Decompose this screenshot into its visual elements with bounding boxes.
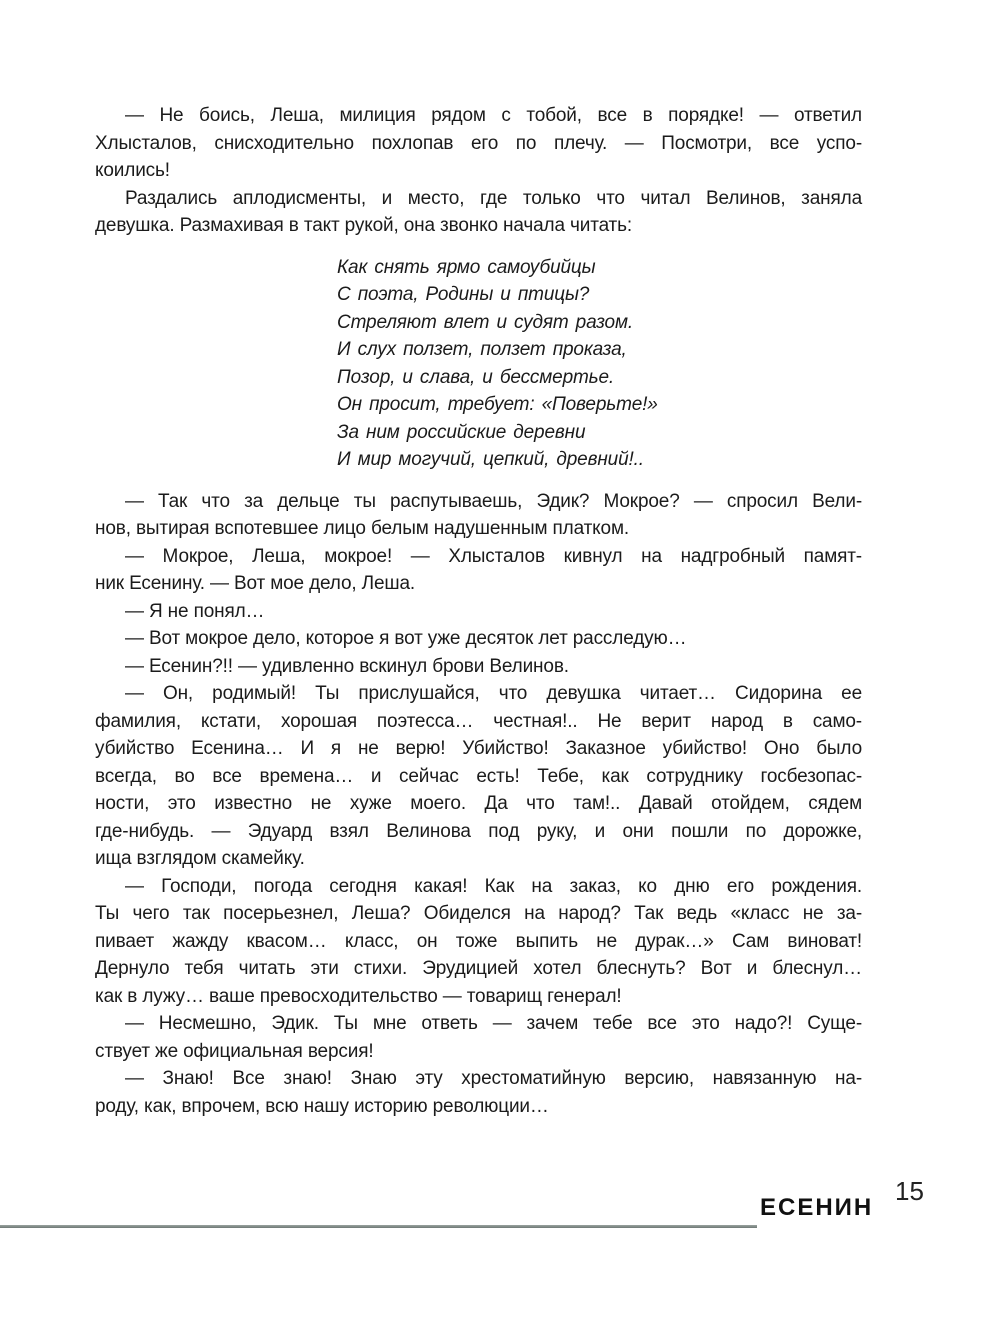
text-line: Дернуло тебя читать эти стихи. Эрудицией хотел блеснуть? Вот и блеснул… (95, 958, 862, 979)
paragraph (95, 680, 862, 873)
text-line: — Так что за дельце ты распутываешь, Эдик? Мокрое? — спросил Вели- (125, 490, 862, 512)
text-line: — Вот мокрое дело, которое я вот уже десяток лет расследую… (125, 628, 687, 649)
text-line: нов, вытирая вспотевшее лицо белым надушенным платком. (95, 518, 630, 539)
text-line: ности, это известно не хуже моего. Да что там!.. Давай отойдем, сядем (95, 793, 862, 814)
text-line: Хлысталов, снисходительно похлопав его по плечу. — Посмотри, все успо- (95, 132, 862, 154)
text-line: — Не боись, Леша, милиция рядом с тобой, все в порядке! — ответил (125, 105, 862, 126)
paragraph (95, 543, 862, 598)
paragraph (95, 653, 862, 681)
verse-line: Позор, и слава, и бессмертье. (337, 366, 615, 388)
text-line: ник Есенину. — Вот мое дело, Леша. (95, 573, 416, 594)
text-line: — Господи, погода сегодня какая! Как на заказ, ко дню его рождения. (125, 875, 862, 897)
text-line: роду, как, впрочем, всю нашу историю революции… (95, 1095, 549, 1117)
text-line: — Мокрое, Леша, мокрое! — Хлысталов кивнул на надгробный памят- (125, 545, 862, 567)
verse-line: Стреляют влет и судят разом. (337, 311, 633, 333)
text-line: ища взглядом скамейку. (95, 848, 305, 869)
text-line: — Знаю! Все знаю! Знаю эту хрестоматийную версию, навязанную на- (125, 1068, 862, 1089)
text-line: фамилия, кстати, хорошая поэтесса… честная!.. Не верит народ в само- (95, 710, 862, 732)
text-line: Ты чего так посерьезнел, Леша? Обиделся на народ? Так ведь «класс не за- (95, 903, 862, 924)
text-line: — Я не понял… (125, 600, 265, 622)
paragraph (95, 873, 862, 1011)
text-line: как в лужу… ваше превосходительство — товарищ генерал! (95, 985, 622, 1007)
text-line: — Несмешно, Эдик. Ты мне ответь — зачем тебе все это надо?! Суще- (125, 1013, 862, 1034)
text-line: где-нибудь. — Эдуард взял Велинова под руку, и они пошли по дорожке, (95, 820, 862, 842)
text-line: всегда, во все времена… и сейчас есть! Тебе, как сотруднику госбезопас- (95, 765, 862, 787)
verse-line: И мир могучий, цепкий, древний!.. (337, 449, 644, 470)
text-line: Раздались аплодисменты, и место, где только что читал Велинов, заняла (125, 187, 862, 209)
verse-line: И слух ползет, ползет проказа, (337, 339, 627, 360)
verse-line: С поэта, Родины и птицы? (337, 284, 590, 305)
text-line: — Есенин?!! — удивленно вскинул брови Велинов. (125, 655, 569, 677)
paragraph (95, 1010, 862, 1065)
text-line: коились! (95, 160, 170, 181)
text-line: девушка. Размахивая в такт рукой, она звонко начала читать: (95, 215, 632, 236)
verse-line: Как снять ярмо самоубийцы (337, 256, 596, 278)
paragraph (95, 598, 862, 626)
footer-rule (0, 1225, 757, 1228)
paragraph (95, 625, 862, 653)
paragraph (95, 488, 862, 543)
running-title: ЕСЕНИН (760, 1194, 874, 1221)
text-line: убийство Есенина… И я не верю! Убийство! Заказное убийство! Оно было (95, 738, 862, 759)
verse-line: Он просит, требует: «Поверьте!» (337, 394, 658, 415)
page-body (95, 102, 862, 1120)
verse-block (337, 254, 862, 474)
page-number: 15 (895, 1176, 924, 1206)
paragraph (95, 102, 862, 185)
text-line: ствует же официальная версия! (95, 1040, 374, 1062)
paragraph (95, 1065, 862, 1120)
text-line: — Он, родимый! Ты прислушайся, что девушка читает… Сидорина ее (125, 683, 862, 704)
text-line: пивает жажду квасом… класс, он тоже выпить не дурак…» Сам виноват! (95, 930, 862, 952)
paragraph (95, 185, 862, 240)
verse-line: За ним российские деревни (337, 421, 586, 443)
